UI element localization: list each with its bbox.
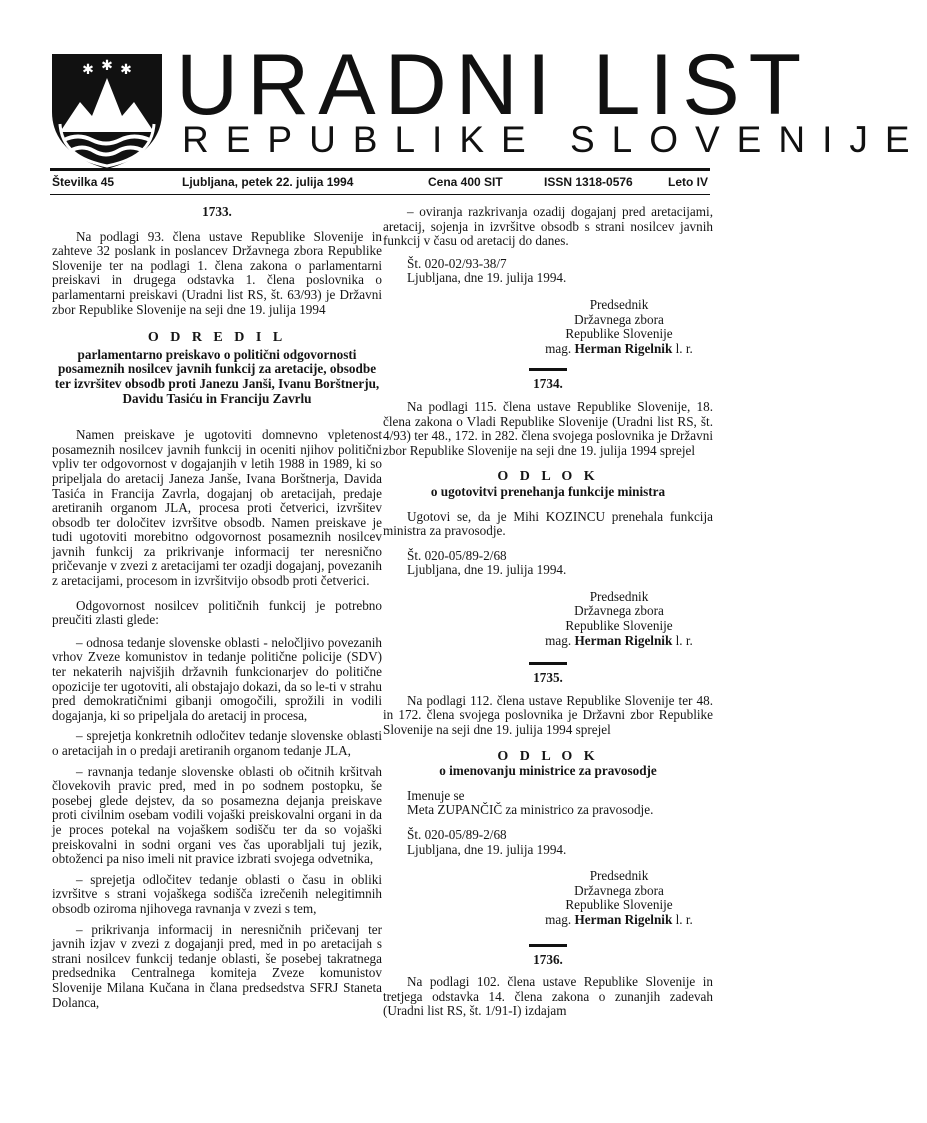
masthead-title: URADNI LIST xyxy=(176,37,811,133)
masthead-rule xyxy=(50,168,710,171)
act-number-1735: 1735. xyxy=(533,670,563,686)
act-1734-subheading: o ugotovitvi prenehanja funkcije ministra xyxy=(430,483,666,499)
signature-block xyxy=(383,590,713,648)
act-1733-list-item: – sprejetja konkretnih odločitev tedanje slovenske oblasti o aretacijah in o predaji aretiranih organom tedanje JLA, xyxy=(52,728,382,758)
masthead-bottom-rule xyxy=(50,194,710,195)
signature-name: mag. Herman Rigelnik l. r. xyxy=(545,632,693,648)
section-divider xyxy=(529,368,567,371)
act-1733-paragraph: Odgovornost nosilcev političnih funkcij je potrebno preučiti zlasti glede: xyxy=(52,597,382,628)
place-date: Ljubljana, dne 19. julija 1994. xyxy=(407,270,567,286)
issue-date: Ljubljana, petek 22. julija 1994 xyxy=(182,175,354,189)
signature-title: Državnega zbora xyxy=(574,603,664,619)
svg-text:✱: ✱ xyxy=(82,62,94,78)
act-1733-list-item: – odnosa tedanje slovenske oblasti - neločljivo povezanih vrhov Zveze komunistov in tedanje politične policije (SDV) ter nekaterih najvišjih državnih funkcionarjev do politične opozicije ter ugotoviti, ali obstajajo dokazi, da so le-ti v strahu pred demokratičnimi gibanji omogočili, sprožili in vodili dogajanja, ki so pripeljala do aretacij in procesa, xyxy=(52,634,382,723)
signature-name: mag. Herman Rigelnik l. r. xyxy=(545,911,693,927)
act-1735-text: Imenuje se xyxy=(407,787,465,803)
signature-block xyxy=(383,869,713,927)
act-1735-text: Meta ZUPANČIČ za ministrico za pravosodje. xyxy=(407,802,654,818)
svg-text:✱: ✱ xyxy=(120,62,132,78)
right-column xyxy=(383,203,713,1019)
signature-block xyxy=(383,298,713,356)
act-1735-subheading: o imenovanju ministrice za pravosodje xyxy=(439,763,657,779)
act-number-1733: 1733. xyxy=(202,204,232,219)
signature-title: Predsednik xyxy=(589,296,649,312)
signature-title: Državnega zbora xyxy=(574,882,664,898)
act-1733-intro: Na podlagi 93. člena ustave Republike Slovenije in zahteve 32 poslank in poslancev Državnega zbora Republike Slovenije ter na podlagi 1. člena zakona o parlamentarni preiskavi in drugega odstavka 1. člena poslovnika o parlamentarni preiskavi (Uradni list RS, št. 63/93) je Državni zbor Republike Slovenije na seji dne 19. julija 1994 xyxy=(52,228,382,317)
reference-number: Št. 020-05/89-2/68 xyxy=(407,827,507,842)
issue-price: Cena 400 SIT xyxy=(428,175,503,189)
act-number-1736: 1736. xyxy=(533,951,563,967)
section-divider xyxy=(529,944,567,947)
place-date: Ljubljana, dne 19. julija 1994. xyxy=(407,841,567,857)
slovenia-coat-of-arms-icon xyxy=(48,50,166,172)
place-date: Ljubljana, dne 19. julija 1994. xyxy=(407,562,567,578)
act-1733-heading: O D R E D I L xyxy=(147,330,287,346)
act-1733-paragraph: Namen preiskave je ugotoviti domnevno vpletenost posameznih nosilcev javnih funkcij in oceniti njihov politični vpliv ter odgovornost v dogajanjih v letih 1988 in 1989, ki so pripeljala do aretacij Janeza Janše, Ivana Borštnerja, Davida Tasića in Francija Zavrla, dogajanj ob aretacijah, predaje aretiranih organom JLA, procesa proti četverici, izvršitev obsodb ter določitev izvršitve obsodb. Namen preiskave je tudi ugotoviti morebitno odgovornost posameznih nosilcev javnih funkcij za prikrivanje informacij ter neresnično pričevanje v zvezi z aretacijami ter ozadji dogajanj, povezanih z aretacijami, procesom in izvršitvijo obsodb proti četverici. xyxy=(52,427,382,589)
act-1735-intro: Na podlagi 112. člena ustave Republike Slovenije ter 48. in 172. člena svojega poslovnika je Državni zbor Republike Slovenije na seji dne 19. julija 1994 sprejel xyxy=(383,692,713,738)
masthead-subtitle: REPUBLIKE SLOVENIJE xyxy=(182,119,927,160)
reference-number: Št. 020-02/93-38/7 xyxy=(407,255,507,271)
svg-text:✱: ✱ xyxy=(101,58,113,74)
signature-title: Predsednik xyxy=(589,868,649,884)
signature-name: mag. Herman Rigelnik l. r. xyxy=(545,340,693,356)
act-1733-list-item: – oviranja razkrivanja ozadij dogajanj pred aretacijami, aretacij, sojenja in izvršitve obsodb s strani nosilcev javnih funkcij v času od aretacij do danes. xyxy=(383,204,713,249)
reference-number: Št. 020-05/89-2/68 xyxy=(407,547,507,563)
volume-year: Leto IV xyxy=(668,175,709,189)
act-1734-text: Ugotovi se, da je Mihi KOZINCU prenehala funkcija ministra za pravosodje. xyxy=(383,508,713,539)
left-column xyxy=(52,203,382,1010)
act-1733-subheading: parlamentarno preiskavo o politični odgovornosti posameznih nosilcev javnih funkcij za aretacije, obsodbe ter izvršitev obsodb proti Janezu Janši, Ivanu Borštnerju, Davidu Tasiću in Franciju Zavrlu xyxy=(54,346,380,406)
signature-title: Državnega zbora xyxy=(574,311,664,327)
act-1736-intro: Na podlagi 102. člena ustave Republike Slovenije in tretjega odstavka 14. člena zakona o zunanjih zadevah (Uradni list RS, št. 1/91-I) izdajam xyxy=(383,974,713,1019)
act-1734-heading: O D L O K xyxy=(497,469,599,485)
signature-title: Republike Slovenije xyxy=(565,326,673,342)
signature-title: Republike Slovenije xyxy=(565,897,673,913)
act-1733-list-item: – prikrivanja informacij in neresničnih pričevanj ter javnih izjav v zvezi z dogajanji pred, med in po aretacijah s strani nosilcev funkcij tedanje oblasti, še posebej takratnega predsednika Centralnega komiteja Zveze komunistov Slovenije Milana Kučana in člana predsedstva SFRJ Staneta Dolanca, xyxy=(52,921,382,1010)
section-divider xyxy=(529,662,567,665)
signature-title: Predsednik xyxy=(589,588,649,604)
act-1733-list-item: – ravnanja tedanje slovenske oblasti ob očitnih kršitvah človekovih pravic pred, med in po sodnem postopku, še posebej glede dejstev, da so posamezna dejanja preiskave proti civilnim osebam vodili vojaški preiskovalni organi in da je proces potekal na vojaškem sodišču ter da so vojaški preiskovalni in sodni organi ves čas uporabljali tuj jezik, obtoženci pa niso imeli nit pravice izbrati svojega odvetnika, xyxy=(52,763,382,867)
issn: ISSN 1318-0576 xyxy=(544,175,633,189)
act-1734-intro: Na podlagi 115. člena ustave Republike Slovenije, 18. člena zakona o Vladi Republike Slovenije (Uradni list RS, št. 4/93) ter 48., 172. in 282. člena svojega poslovnika je Državni zbor Republike Slovenije na seji dne 19. julija 1994 sprejel xyxy=(383,398,713,458)
act-1735-heading: O D L O K xyxy=(497,748,599,764)
signature-title: Republike Slovenije xyxy=(565,618,673,634)
act-number-1734: 1734. xyxy=(533,376,563,392)
issue-number: Številka 45 xyxy=(52,175,115,189)
act-1733-list-item: – sprejetja odločitev tedanje oblasti o času in obliki izvršitve s strani vojaškega sodišča izrečenih nelegitimnih obsodb oziroma njihovega ravnanja v zvezi s tem, xyxy=(52,871,382,916)
